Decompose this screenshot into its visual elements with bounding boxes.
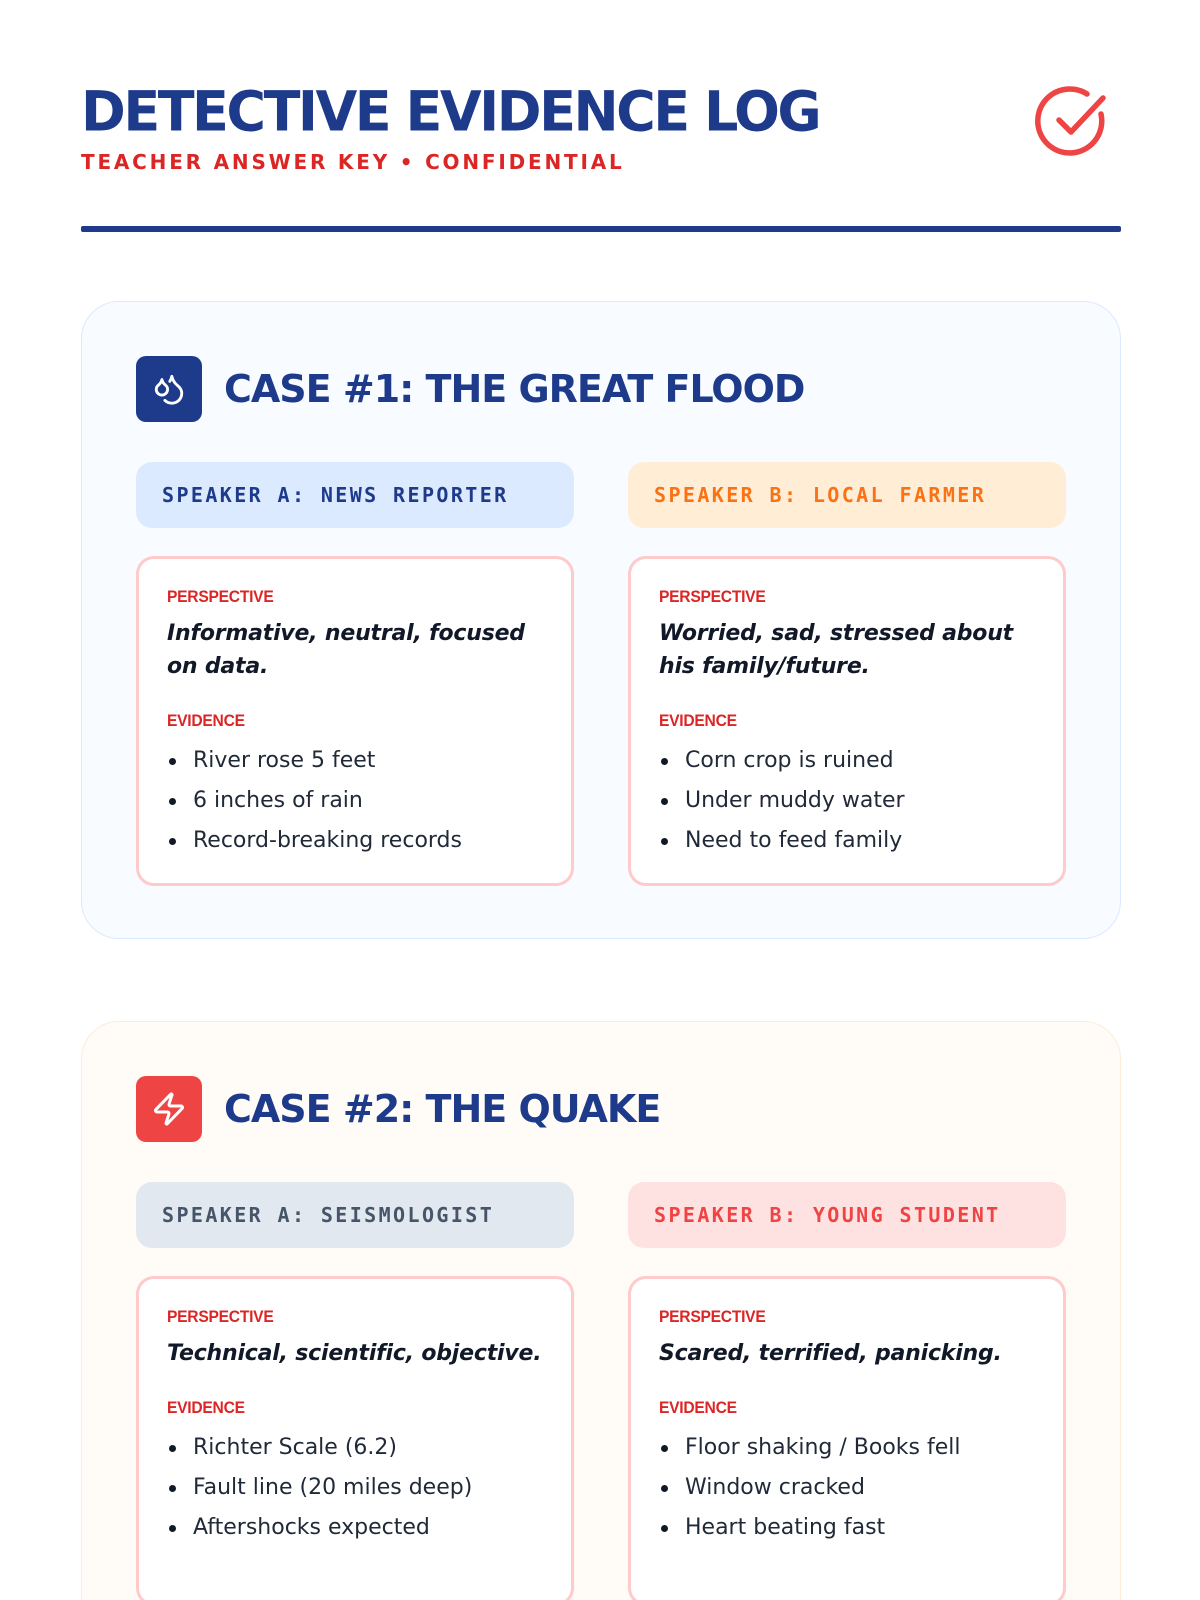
perspective-label: PERSPECTIVE	[167, 1307, 274, 1326]
case-2-header	[136, 1076, 660, 1142]
perspective-text: Worried, sad, stressed about his family/future.	[659, 621, 1013, 679]
evidence-item: Aftershocks expected	[167, 1508, 545, 1548]
evidence-item: Heart beating fast	[659, 1508, 1037, 1548]
speaker-a-card	[136, 1276, 574, 1600]
header-divider	[81, 226, 1121, 232]
evidence-label: EVIDENCE	[167, 711, 245, 730]
speaker-b-tag: SPEAKER B: LOCAL FARMER	[628, 462, 1066, 528]
speaker-a-tag: SPEAKER A: SEISMOLOGIST	[136, 1182, 574, 1248]
speaker-b-card	[628, 1276, 1066, 1600]
case-2-panel	[81, 1021, 1121, 1600]
evidence-list	[659, 741, 1037, 861]
evidence-item: Under muddy water	[659, 781, 1037, 821]
page-header	[81, 80, 1121, 240]
droplets-icon	[136, 356, 202, 422]
perspective-text: Technical, scientific, objective.	[167, 1341, 542, 1366]
perspective-text: Scared, terrified, panicking.	[659, 1341, 1002, 1366]
case-2-title: CASE #2: THE QUAKE	[224, 1087, 661, 1131]
evidence-item: Fault line (20 miles deep)	[167, 1468, 545, 1508]
evidence-list	[167, 1428, 545, 1548]
evidence-item: River rose 5 feet	[167, 741, 545, 781]
evidence-list	[659, 1428, 1037, 1548]
evidence-list	[167, 741, 545, 861]
page-subtitle: TEACHER ANSWER KEY • CONFIDENTIAL	[81, 150, 625, 174]
speaker-b-card	[628, 556, 1066, 886]
perspective-text: Informative, neutral, focused on data.	[167, 621, 525, 679]
evidence-item: 6 inches of rain	[167, 781, 545, 821]
evidence-item: Need to feed family	[659, 821, 1037, 861]
check-circle-icon	[1035, 84, 1111, 160]
evidence-item: Window cracked	[659, 1468, 1037, 1508]
speaker-a-card	[136, 556, 574, 886]
lightning-icon	[136, 1076, 202, 1142]
perspective-label: PERSPECTIVE	[167, 587, 274, 606]
perspective-label: PERSPECTIVE	[659, 1307, 766, 1326]
case-1-header	[136, 356, 804, 422]
speaker-a-tag: SPEAKER A: NEWS REPORTER	[136, 462, 574, 528]
evidence-label: EVIDENCE	[659, 711, 737, 730]
evidence-label: EVIDENCE	[167, 1398, 245, 1417]
evidence-label: EVIDENCE	[659, 1398, 737, 1417]
evidence-item: Corn crop is ruined	[659, 741, 1037, 781]
case-1-panel	[81, 301, 1121, 939]
perspective-label: PERSPECTIVE	[659, 587, 766, 606]
case-1-title: CASE #1: THE GREAT FLOOD	[224, 367, 805, 411]
evidence-item: Richter Scale (6.2)	[167, 1428, 545, 1468]
page-title: DETECTIVE EVIDENCE LOG	[81, 79, 820, 144]
evidence-item: Floor shaking / Books fell	[659, 1428, 1037, 1468]
speaker-b-tag: SPEAKER B: YOUNG STUDENT	[628, 1182, 1066, 1248]
evidence-item: Record-breaking records	[167, 821, 545, 861]
